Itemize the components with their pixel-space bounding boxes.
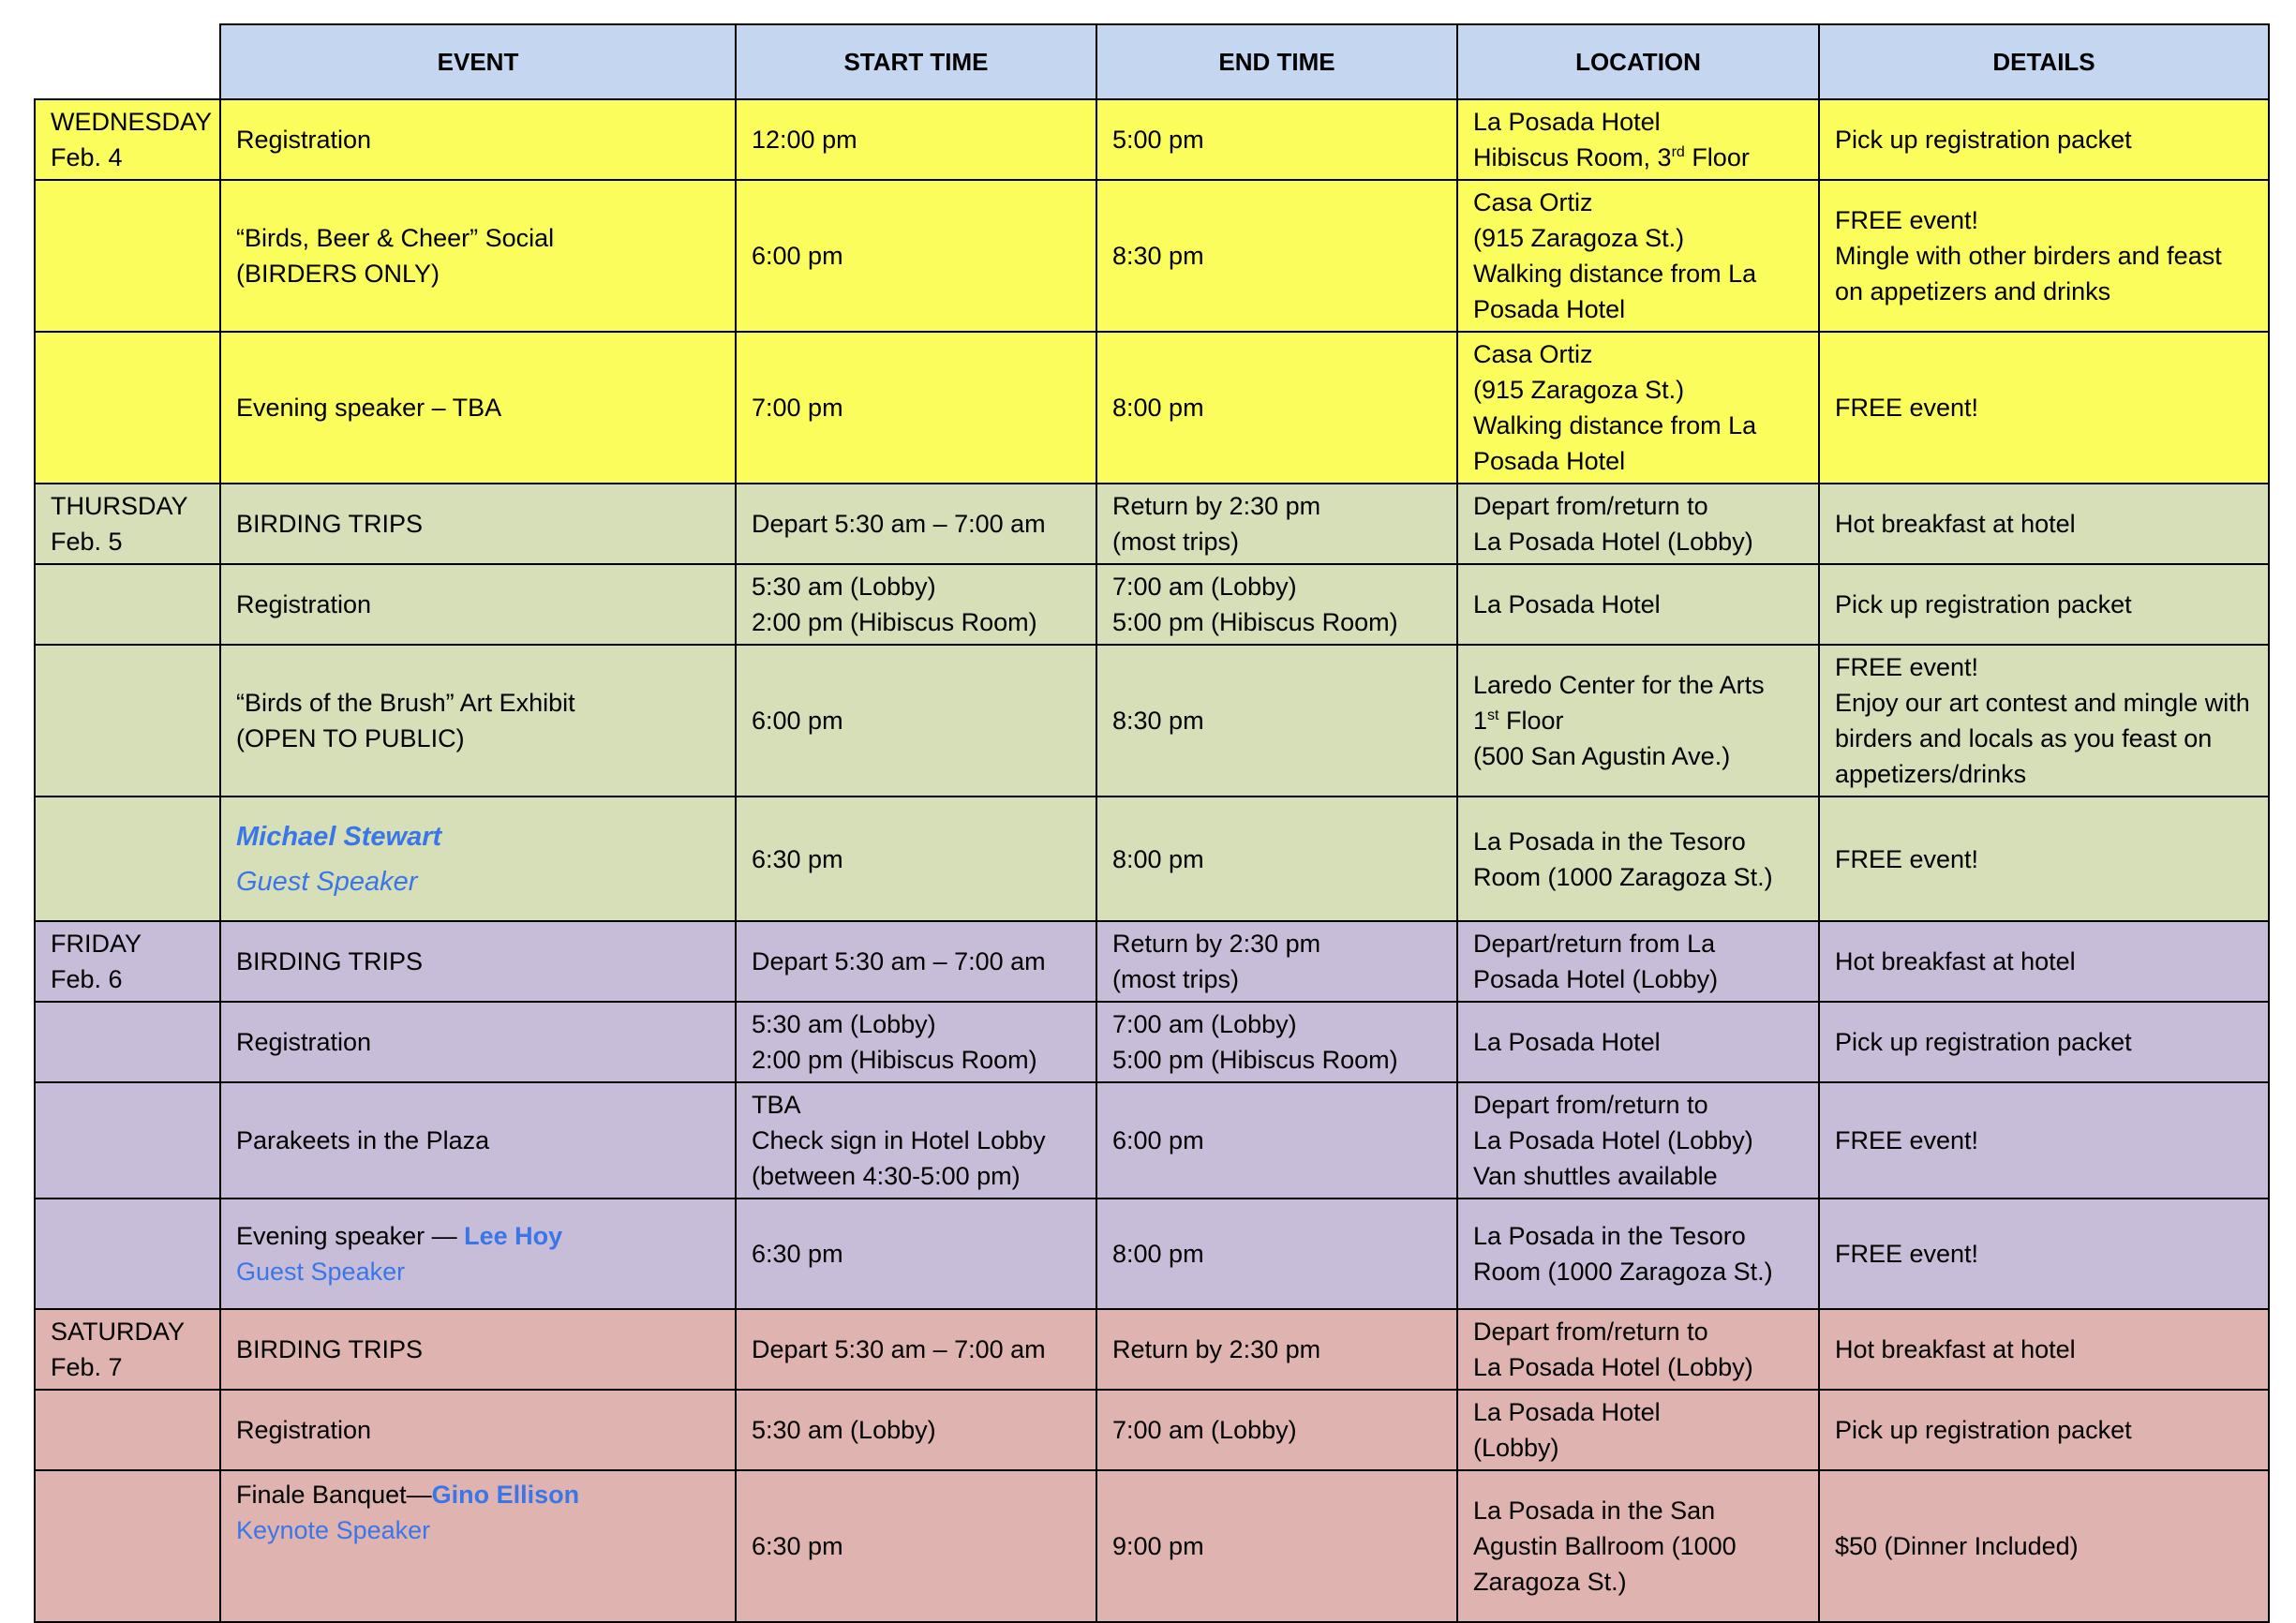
- end-cell: [1096, 484, 1457, 564]
- start-cell: 6:30 pm: [736, 797, 1096, 921]
- day-name: SATURDAY: [51, 1318, 186, 1346]
- location-line: Van shuttles available: [1473, 1162, 1718, 1190]
- location-line: Laredo Center for the Arts: [1473, 671, 1765, 699]
- details-cell: Pick up registration packet: [1819, 1002, 2269, 1082]
- event-line: “Birds of the Brush” Art Exhibit: [236, 689, 575, 717]
- details-cell: FREE event!: [1819, 332, 2269, 484]
- event-cell: [220, 1199, 736, 1309]
- table-row: [35, 1002, 2269, 1082]
- corner-cell: [35, 24, 220, 99]
- day-date: Feb. 6: [51, 965, 123, 993]
- details-cell: Pick up registration packet: [1819, 564, 2269, 645]
- end-cell: 6:00 pm: [1096, 1082, 1457, 1199]
- end-cell: [1096, 564, 1457, 645]
- details-cell: FREE event!: [1819, 1199, 2269, 1309]
- header-end-time: END TIME: [1096, 24, 1457, 99]
- day-spacer: [35, 1082, 220, 1199]
- location-cell: [1457, 1082, 1819, 1199]
- location-cell: [1457, 332, 1819, 484]
- table-row: [35, 1082, 2269, 1199]
- event-line: “Birds, Beer & Cheer” Social: [236, 224, 555, 252]
- event-cell: Registration: [220, 99, 736, 180]
- location-text: Floor: [1498, 707, 1564, 735]
- end-line: (most trips): [1112, 965, 1239, 993]
- start-cell: 5:30 am (Lobby): [736, 1390, 1096, 1470]
- start-cell: 6:30 pm: [736, 1470, 1096, 1622]
- table-row: [35, 797, 2269, 921]
- event-cell: Registration: [220, 564, 736, 645]
- details-line: FREE event!: [1835, 653, 1979, 681]
- day-label-saturday: [35, 1309, 220, 1390]
- start-cell: 12:00 pm: [736, 99, 1096, 180]
- event-cell: [220, 645, 736, 797]
- event-cell: [220, 1470, 736, 1622]
- day-spacer: [35, 180, 220, 332]
- start-cell: Depart 5:30 am – 7:00 am: [736, 921, 1096, 1002]
- event-line: [236, 1477, 720, 1512]
- event-cell: Parakeets in the Plaza: [220, 1082, 736, 1199]
- start-cell: [736, 564, 1096, 645]
- location-cell: La Posada in the Tesoro Room (1000 Zaragoza St.): [1457, 797, 1819, 921]
- location-cell: [1457, 99, 1819, 180]
- end-cell: 8:30 pm: [1096, 645, 1457, 797]
- location-cell: [1457, 645, 1819, 797]
- end-cell: 7:00 am (Lobby): [1096, 1390, 1457, 1470]
- location-line: La Posada Hotel (Lobby): [1473, 1353, 1753, 1381]
- location-line: Depart from/return to: [1473, 1318, 1708, 1346]
- event-prefix: Finale Banquet—: [236, 1481, 432, 1509]
- day-date: Feb. 5: [51, 528, 123, 556]
- table-row: [35, 332, 2269, 484]
- location-line: Casa Ortiz: [1473, 188, 1593, 216]
- location-line: La Posada Hotel (Lobby): [1473, 528, 1753, 556]
- end-cell: 9:00 pm: [1096, 1470, 1457, 1622]
- event-cell: BIRDING TRIPS: [220, 1309, 736, 1390]
- day-spacer: [35, 1199, 220, 1309]
- day-spacer: [35, 332, 220, 484]
- start-cell: [736, 1002, 1096, 1082]
- day-spacer: [35, 1470, 220, 1622]
- day-name: FRIDAY: [51, 930, 142, 958]
- start-line: 2:00 pm (Hibiscus Room): [752, 1046, 1037, 1074]
- start-cell: 6:00 pm: [736, 645, 1096, 797]
- location-cell: [1457, 1309, 1819, 1390]
- event-cell: [220, 180, 736, 332]
- table-row: [35, 564, 2269, 645]
- day-spacer: [35, 797, 220, 921]
- start-cell: [736, 1082, 1096, 1199]
- details-cell: FREE event!: [1819, 1082, 2269, 1199]
- table-row: [35, 484, 2269, 564]
- location-line: [1473, 703, 1803, 738]
- speaker-name: Lee Hoy: [464, 1222, 563, 1250]
- day-spacer: [35, 1002, 220, 1082]
- start-cell: Depart 5:30 am – 7:00 am: [736, 1309, 1096, 1390]
- header-row: [35, 24, 2269, 99]
- schedule-table: [34, 23, 2270, 1623]
- day-label-thursday: [35, 484, 220, 564]
- speaker-role: Guest Speaker: [236, 1258, 406, 1286]
- start-line: TBA: [752, 1091, 801, 1119]
- speaker-name: Gino Ellison: [431, 1481, 580, 1509]
- location-cell: [1457, 180, 1819, 332]
- ordinal-suffix: st: [1487, 707, 1499, 723]
- location-cell: Depart/return from La Posada Hotel (Lobby): [1457, 921, 1819, 1002]
- end-line: (most trips): [1112, 528, 1239, 556]
- table-row: [35, 645, 2269, 797]
- ordinal-suffix: rd: [1671, 144, 1685, 160]
- event-cell: BIRDING TRIPS: [220, 484, 736, 564]
- day-name: THURSDAY: [51, 492, 188, 520]
- location-text: 1: [1473, 707, 1488, 735]
- day-spacer: [35, 1390, 220, 1470]
- event-prefix: Evening speaker —: [236, 1222, 465, 1250]
- speaker-role: Guest Speaker: [236, 866, 418, 897]
- details-cell: FREE event!: [1819, 797, 2269, 921]
- location-line: (915 Zaragoza St.): [1473, 224, 1685, 252]
- start-line: 5:30 am (Lobby): [752, 573, 936, 601]
- location-text: Hibiscus Room, 3: [1473, 143, 1672, 171]
- table-row: [35, 1199, 2269, 1309]
- day-spacer: [35, 564, 220, 645]
- end-line: 7:00 am (Lobby): [1112, 573, 1297, 601]
- details-cell: Pick up registration packet: [1819, 1390, 2269, 1470]
- table-row: [35, 921, 2269, 1002]
- end-cell: 8:00 pm: [1096, 332, 1457, 484]
- day-spacer: [35, 645, 220, 797]
- location-line: Walking distance from La Posada Hotel: [1473, 411, 1757, 475]
- event-line: [236, 1218, 720, 1254]
- location-text: Floor: [1684, 143, 1750, 171]
- details-line: Enjoy our art contest and mingle with birders and locals as you feast on appetizers/drinks: [1835, 689, 2250, 788]
- details-cell: [1819, 645, 2269, 797]
- location-cell: [1457, 1390, 1819, 1470]
- start-line: (between 4:30-5:00 pm): [752, 1162, 1021, 1190]
- day-date: Feb. 7: [51, 1353, 123, 1381]
- header-start-time: START TIME: [736, 24, 1096, 99]
- end-cell: Return by 2:30 pm: [1096, 1309, 1457, 1390]
- location-line: Depart from/return to: [1473, 492, 1708, 520]
- end-cell: [1096, 1002, 1457, 1082]
- table-row: [35, 180, 2269, 332]
- event-cell: Registration: [220, 1390, 736, 1470]
- details-cell: Hot breakfast at hotel: [1819, 921, 2269, 1002]
- event-line: (OPEN TO PUBLIC): [236, 724, 465, 752]
- details-cell: Hot breakfast at hotel: [1819, 484, 2269, 564]
- details-cell: Hot breakfast at hotel: [1819, 1309, 2269, 1390]
- start-cell: Depart 5:30 am – 7:00 am: [736, 484, 1096, 564]
- end-cell: 8:30 pm: [1096, 180, 1457, 332]
- location-line: Depart from/return to: [1473, 1091, 1708, 1119]
- end-line: Return by 2:30 pm: [1112, 492, 1321, 520]
- end-line: 5:00 pm (Hibiscus Room): [1112, 608, 1398, 636]
- end-cell: 5:00 pm: [1096, 99, 1457, 180]
- table-row: [35, 1390, 2269, 1470]
- day-label-wednesday: [35, 99, 220, 180]
- end-line: Return by 2:30 pm: [1112, 930, 1321, 958]
- start-cell: 6:30 pm: [736, 1199, 1096, 1309]
- location-line: (500 San Agustin Ave.): [1473, 742, 1731, 770]
- location-line: (Lobby): [1473, 1434, 1559, 1462]
- end-line: 5:00 pm (Hibiscus Room): [1112, 1046, 1398, 1074]
- header-details: DETAILS: [1819, 24, 2269, 99]
- location-line: Casa Ortiz: [1473, 340, 1593, 368]
- day-date: Feb. 4: [51, 143, 123, 171]
- table-row: [35, 1470, 2269, 1622]
- location-line: Walking distance from La Posada Hotel: [1473, 260, 1757, 323]
- details-cell: $50 (Dinner Included): [1819, 1470, 2269, 1622]
- end-cell: 8:00 pm: [1096, 797, 1457, 921]
- header-location: LOCATION: [1457, 24, 1819, 99]
- location-line: [1473, 140, 1803, 175]
- speaker-name: Michael Stewart: [236, 821, 442, 852]
- end-line: 7:00 am (Lobby): [1112, 1010, 1297, 1038]
- end-cell: [1096, 921, 1457, 1002]
- event-cell: Evening speaker – TBA: [220, 332, 736, 484]
- location-line: (915 Zaragoza St.): [1473, 376, 1685, 404]
- start-cell: 6:00 pm: [736, 180, 1096, 332]
- day-name: WEDNESDAY: [51, 108, 213, 136]
- header-event: EVENT: [220, 24, 736, 99]
- details-cell: [1819, 180, 2269, 332]
- table-row: [35, 99, 2269, 180]
- location-line: La Posada Hotel: [1473, 108, 1661, 136]
- start-line: 2:00 pm (Hibiscus Room): [752, 608, 1037, 636]
- event-cell: [220, 797, 736, 921]
- location-cell: La Posada in the San Agustin Ballroom (1000 Zaragoza St.): [1457, 1470, 1819, 1622]
- start-cell: 7:00 pm: [736, 332, 1096, 484]
- location-cell: La Posada Hotel: [1457, 564, 1819, 645]
- location-cell: La Posada in the Tesoro Room (1000 Zaragoza St.): [1457, 1199, 1819, 1309]
- start-line: 5:30 am (Lobby): [752, 1010, 936, 1038]
- speaker-role: Keynote Speaker: [236, 1516, 431, 1544]
- day-label-friday: [35, 921, 220, 1002]
- details-cell: Pick up registration packet: [1819, 99, 2269, 180]
- location-line: La Posada Hotel (Lobby): [1473, 1126, 1753, 1154]
- event-line: (BIRDERS ONLY): [236, 260, 440, 288]
- start-line: Check sign in Hotel Lobby: [752, 1126, 1046, 1154]
- location-line: La Posada Hotel: [1473, 1398, 1661, 1426]
- location-cell: La Posada Hotel: [1457, 1002, 1819, 1082]
- event-cell: Registration: [220, 1002, 736, 1082]
- details-line: Mingle with other birders and feast on appetizers and drinks: [1835, 242, 2222, 305]
- table-row: [35, 1309, 2269, 1390]
- event-cell: BIRDING TRIPS: [220, 921, 736, 1002]
- location-cell: [1457, 484, 1819, 564]
- end-cell: 8:00 pm: [1096, 1199, 1457, 1309]
- details-line: FREE event!: [1835, 206, 1979, 234]
